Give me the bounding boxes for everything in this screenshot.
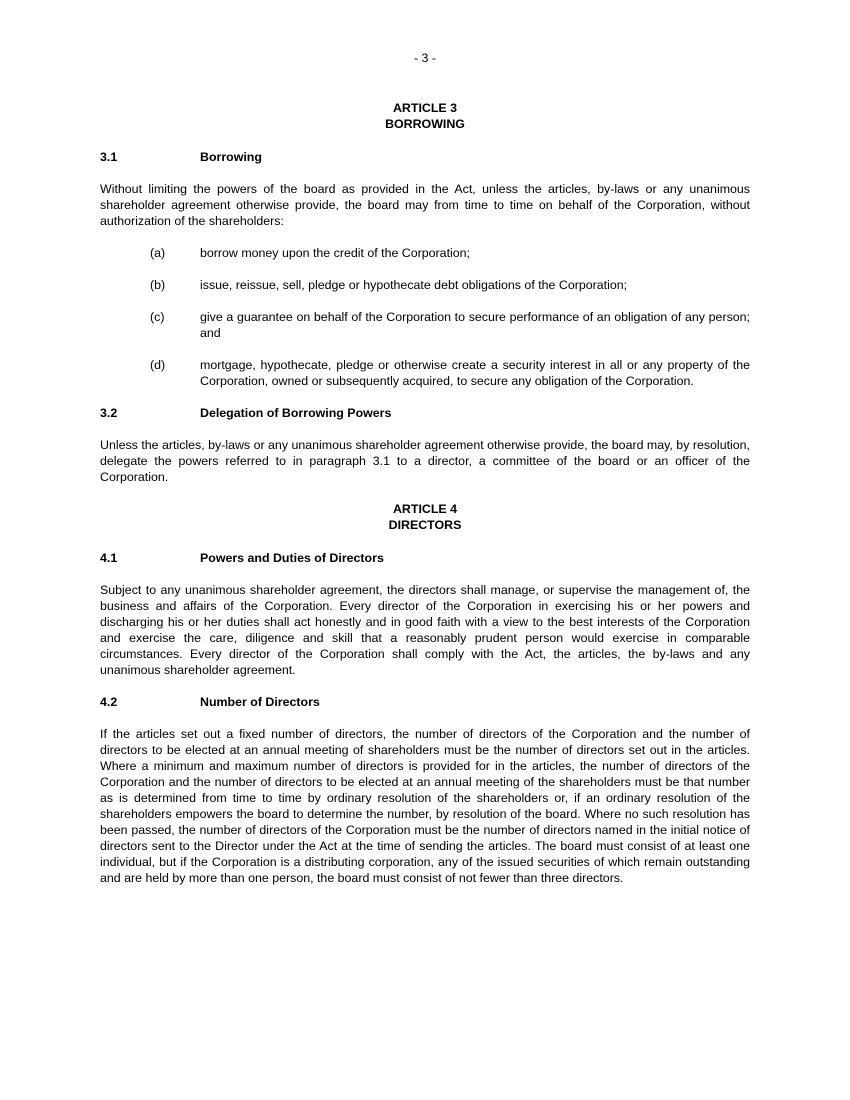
document-body: [100, 100, 750, 886]
article-3-title: ARTICLE 3: [392, 101, 458, 115]
article-4-title: ARTICLE 4: [392, 502, 458, 516]
section-3-1-number: 3.1: [100, 150, 118, 164]
article-3-heading: [100, 100, 750, 132]
list-item-text: borrow money upon the credit of the Corporation;: [200, 246, 470, 260]
section-3-2-title: Delegation of Borrowing Powers: [200, 406, 392, 420]
list-item-label: (a): [150, 246, 166, 260]
list-item-text: give a guarantee on behalf of the Corporation to secure performance of an obligation of any person; and: [200, 310, 750, 340]
list-item-label: (c): [150, 310, 165, 324]
section-3-1-intro: Without limiting the powers of the board as provided in the Act, unless the articles, by-laws or any unanimous shareholder agreement otherwise provide, the board may from time to time on behalf of the Corporation, without authorization of the shareholders:: [100, 182, 750, 228]
section-4-1-body: Subject to any unanimous shareholder agreement, the directors shall manage, or supervise the management of, the business and affairs of the Corporation. Every director of the Corporation in exercising his or her powers and discharging his or her duties shall act honestly and in good faith with a view to the best interests of the Corporation and exercise the care, diligence and skill that a reasonably prudent person would exercise in comparable circumstances. Every director of the Corporation shall comply with the Act, the articles, the by-laws and any unanimous shareholder agreement.: [100, 583, 750, 677]
section-3-2-heading: [100, 405, 750, 421]
list-item-d: [100, 357, 750, 389]
section-4-2-body: If the articles set out a fixed number of directors, the number of directors of the Corporation and the number of directors to be elected at an annual meeting of shareholders must be the number of directors set out in the articles. Where a minimum and maximum number of directors is provided for in the articles, the number of directors of the Corporation and the number of directors to be elected at an annual meeting of the shareholders must be that number as is determined from time to time by ordinary resolution of the shareholders or, if an ordinary resolution of the shareholders empowers the board to determine the number, by resolution of the board. Where no such resolution has been passed, the number of directors of the Corporation must be the number of directors named in the initial notice of directors sent to the Director under the Act at the time of sending the articles. The board must consist of at least one individual, but if the Corporation is a distributing corporation, any of the issued securities of which remain outstanding and are held by more than one person, the board must consist of not fewer than three directors.: [100, 727, 750, 885]
list-item-a: [100, 245, 750, 261]
list-item-label: (d): [150, 358, 166, 372]
section-4-1-heading: [100, 550, 750, 566]
section-3-1-heading: [100, 149, 750, 165]
article-3-subtitle: BORROWING: [385, 117, 465, 131]
section-4-2-title: Number of Directors: [200, 695, 320, 709]
article-4-subtitle: DIRECTORS: [388, 518, 462, 532]
section-4-1-title: Powers and Duties of Directors: [200, 551, 384, 565]
page-number: - 3 -: [413, 51, 437, 65]
list-item-text: mortgage, hypothecate, pledge or otherwise create a security interest in all or any property of the Corporation, owned or subsequently acquired, to secure any obligation of the Corporation.: [200, 358, 750, 388]
section-4-2-number: 4.2: [100, 695, 118, 709]
section-3-2-body: Unless the articles, by-laws or any unanimous shareholder agreement otherwise provide, the board may, by resolution, delegate the powers referred to in paragraph 3.1 to a director, a committee of the board or an officer of the Corporation.: [100, 438, 750, 484]
list-item-b: [100, 277, 750, 293]
section-3-2-number: 3.2: [100, 406, 118, 420]
article-4-heading: [100, 501, 750, 533]
section-3-1-title: Borrowing: [200, 150, 262, 164]
list-item-label: (b): [150, 278, 166, 292]
list-item-text: issue, reissue, sell, pledge or hypothecate debt obligations of the Corporation;: [200, 278, 628, 292]
section-3-1-list: [100, 245, 750, 389]
list-item-c: [100, 309, 750, 341]
section-4-2-heading: [100, 694, 750, 710]
section-4-1-number: 4.1: [100, 551, 118, 565]
